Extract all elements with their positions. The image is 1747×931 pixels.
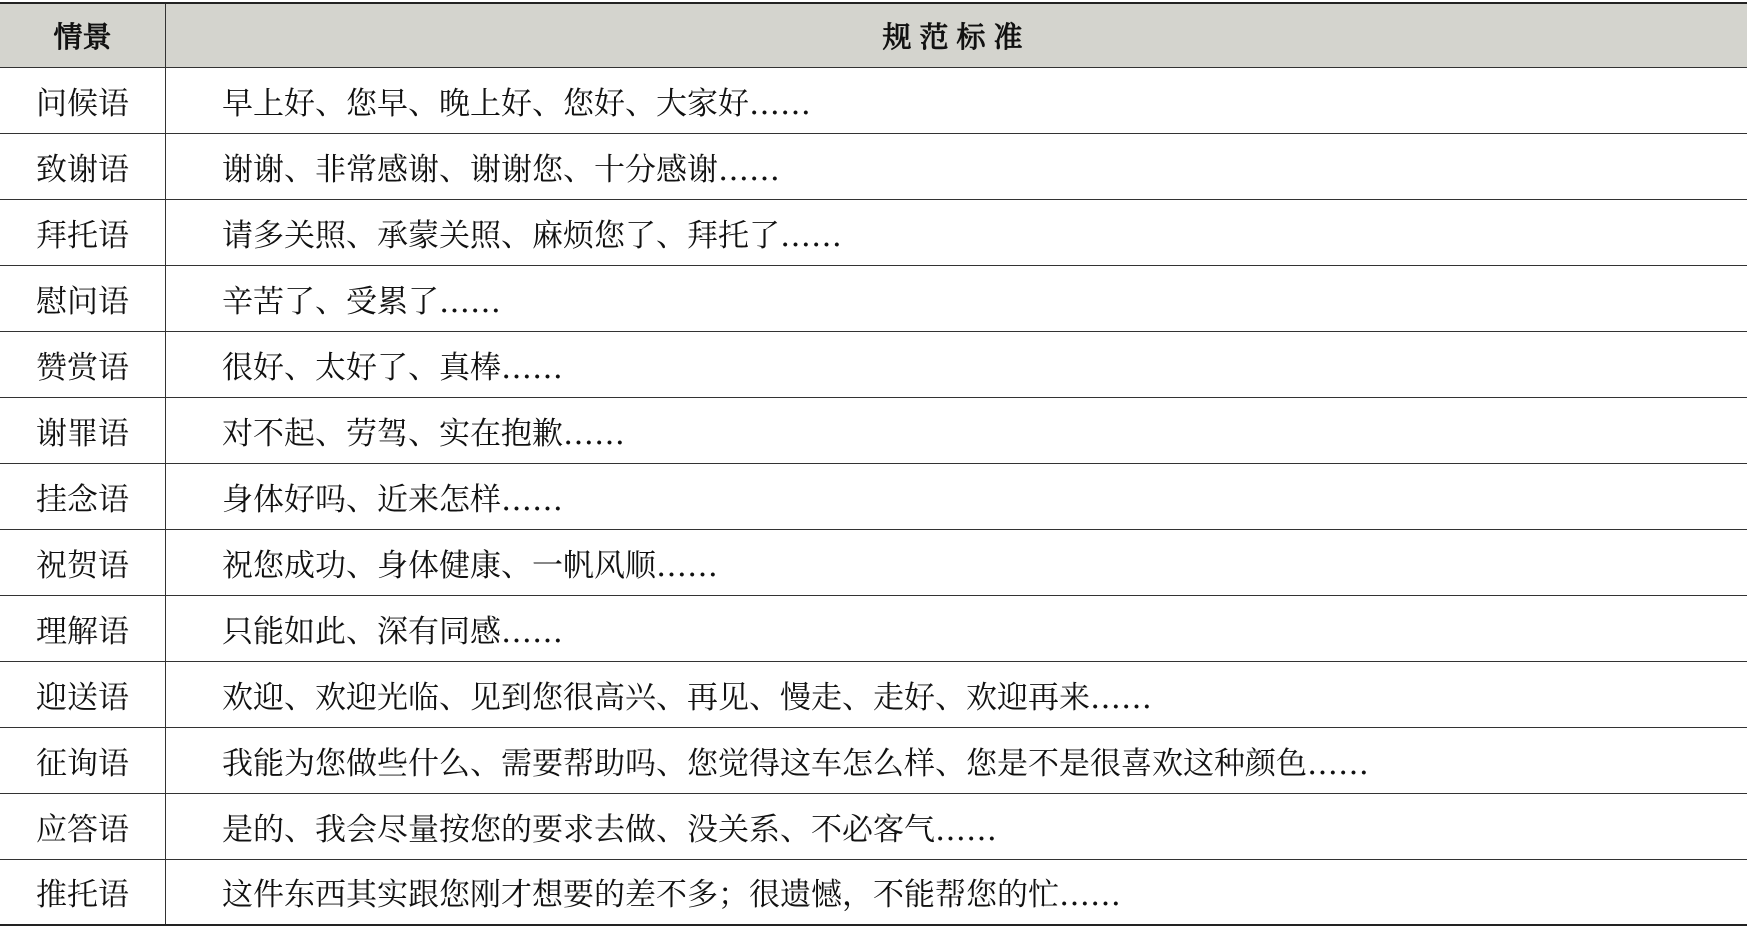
- standard-cell: 对不起、劳驾、实在抱歉……: [166, 397, 1747, 463]
- standard-cell: 请多关照、承蒙关照、麻烦您了、拜托了……: [166, 199, 1747, 265]
- scene-cell: 迎送语: [0, 661, 166, 727]
- etiquette-table: [0, 2, 1747, 926]
- table-row: [0, 133, 1747, 199]
- scene-cell: 拜托语: [0, 199, 166, 265]
- table-row: [0, 463, 1747, 529]
- scene-cell: 推托语: [0, 859, 166, 925]
- table-row: [0, 595, 1747, 661]
- table-header-row: [0, 3, 1747, 67]
- table-row: [0, 793, 1747, 859]
- table-row: [0, 727, 1747, 793]
- scene-cell: 理解语: [0, 595, 166, 661]
- scene-cell: 征询语: [0, 727, 166, 793]
- scene-cell: 问候语: [0, 67, 166, 133]
- scene-cell: 赞赏语: [0, 331, 166, 397]
- scene-cell: 致谢语: [0, 133, 166, 199]
- table-row: [0, 67, 1747, 133]
- standard-cell: 早上好、您早、晚上好、您好、大家好……: [166, 67, 1747, 133]
- header-scene: 情景: [0, 3, 166, 67]
- scene-cell: 应答语: [0, 793, 166, 859]
- scene-cell: 慰问语: [0, 265, 166, 331]
- table-row: [0, 859, 1747, 925]
- table-row: [0, 331, 1747, 397]
- table-row: [0, 661, 1747, 727]
- scene-cell: 谢罪语: [0, 397, 166, 463]
- standard-cell: 是的、我会尽量按您的要求去做、没关系、不必客气……: [166, 793, 1747, 859]
- standard-cell: 欢迎、欢迎光临、见到您很高兴、再见、慢走、走好、欢迎再来……: [166, 661, 1747, 727]
- standard-cell: 很好、太好了、真棒……: [166, 331, 1747, 397]
- table-row: [0, 199, 1747, 265]
- table-row: [0, 397, 1747, 463]
- scene-cell: 挂念语: [0, 463, 166, 529]
- standard-cell: 谢谢、非常感谢、谢谢您、十分感谢……: [166, 133, 1747, 199]
- standard-cell: 辛苦了、受累了……: [166, 265, 1747, 331]
- standard-cell: 只能如此、深有同感……: [166, 595, 1747, 661]
- standard-cell: 我能为您做些什么、需要帮助吗、您觉得这车怎么样、您是不是很喜欢这种颜色……: [166, 727, 1747, 793]
- table-row: [0, 529, 1747, 595]
- standard-cell: 祝您成功、身体健康、一帆风顺……: [166, 529, 1747, 595]
- scene-cell: 祝贺语: [0, 529, 166, 595]
- standard-cell: 这件东西其实跟您刚才想要的差不多；很遗憾，不能帮您的忙……: [166, 859, 1747, 925]
- standard-cell: 身体好吗、近来怎样……: [166, 463, 1747, 529]
- table-row: [0, 265, 1747, 331]
- header-standard: 规范标准: [166, 3, 1747, 67]
